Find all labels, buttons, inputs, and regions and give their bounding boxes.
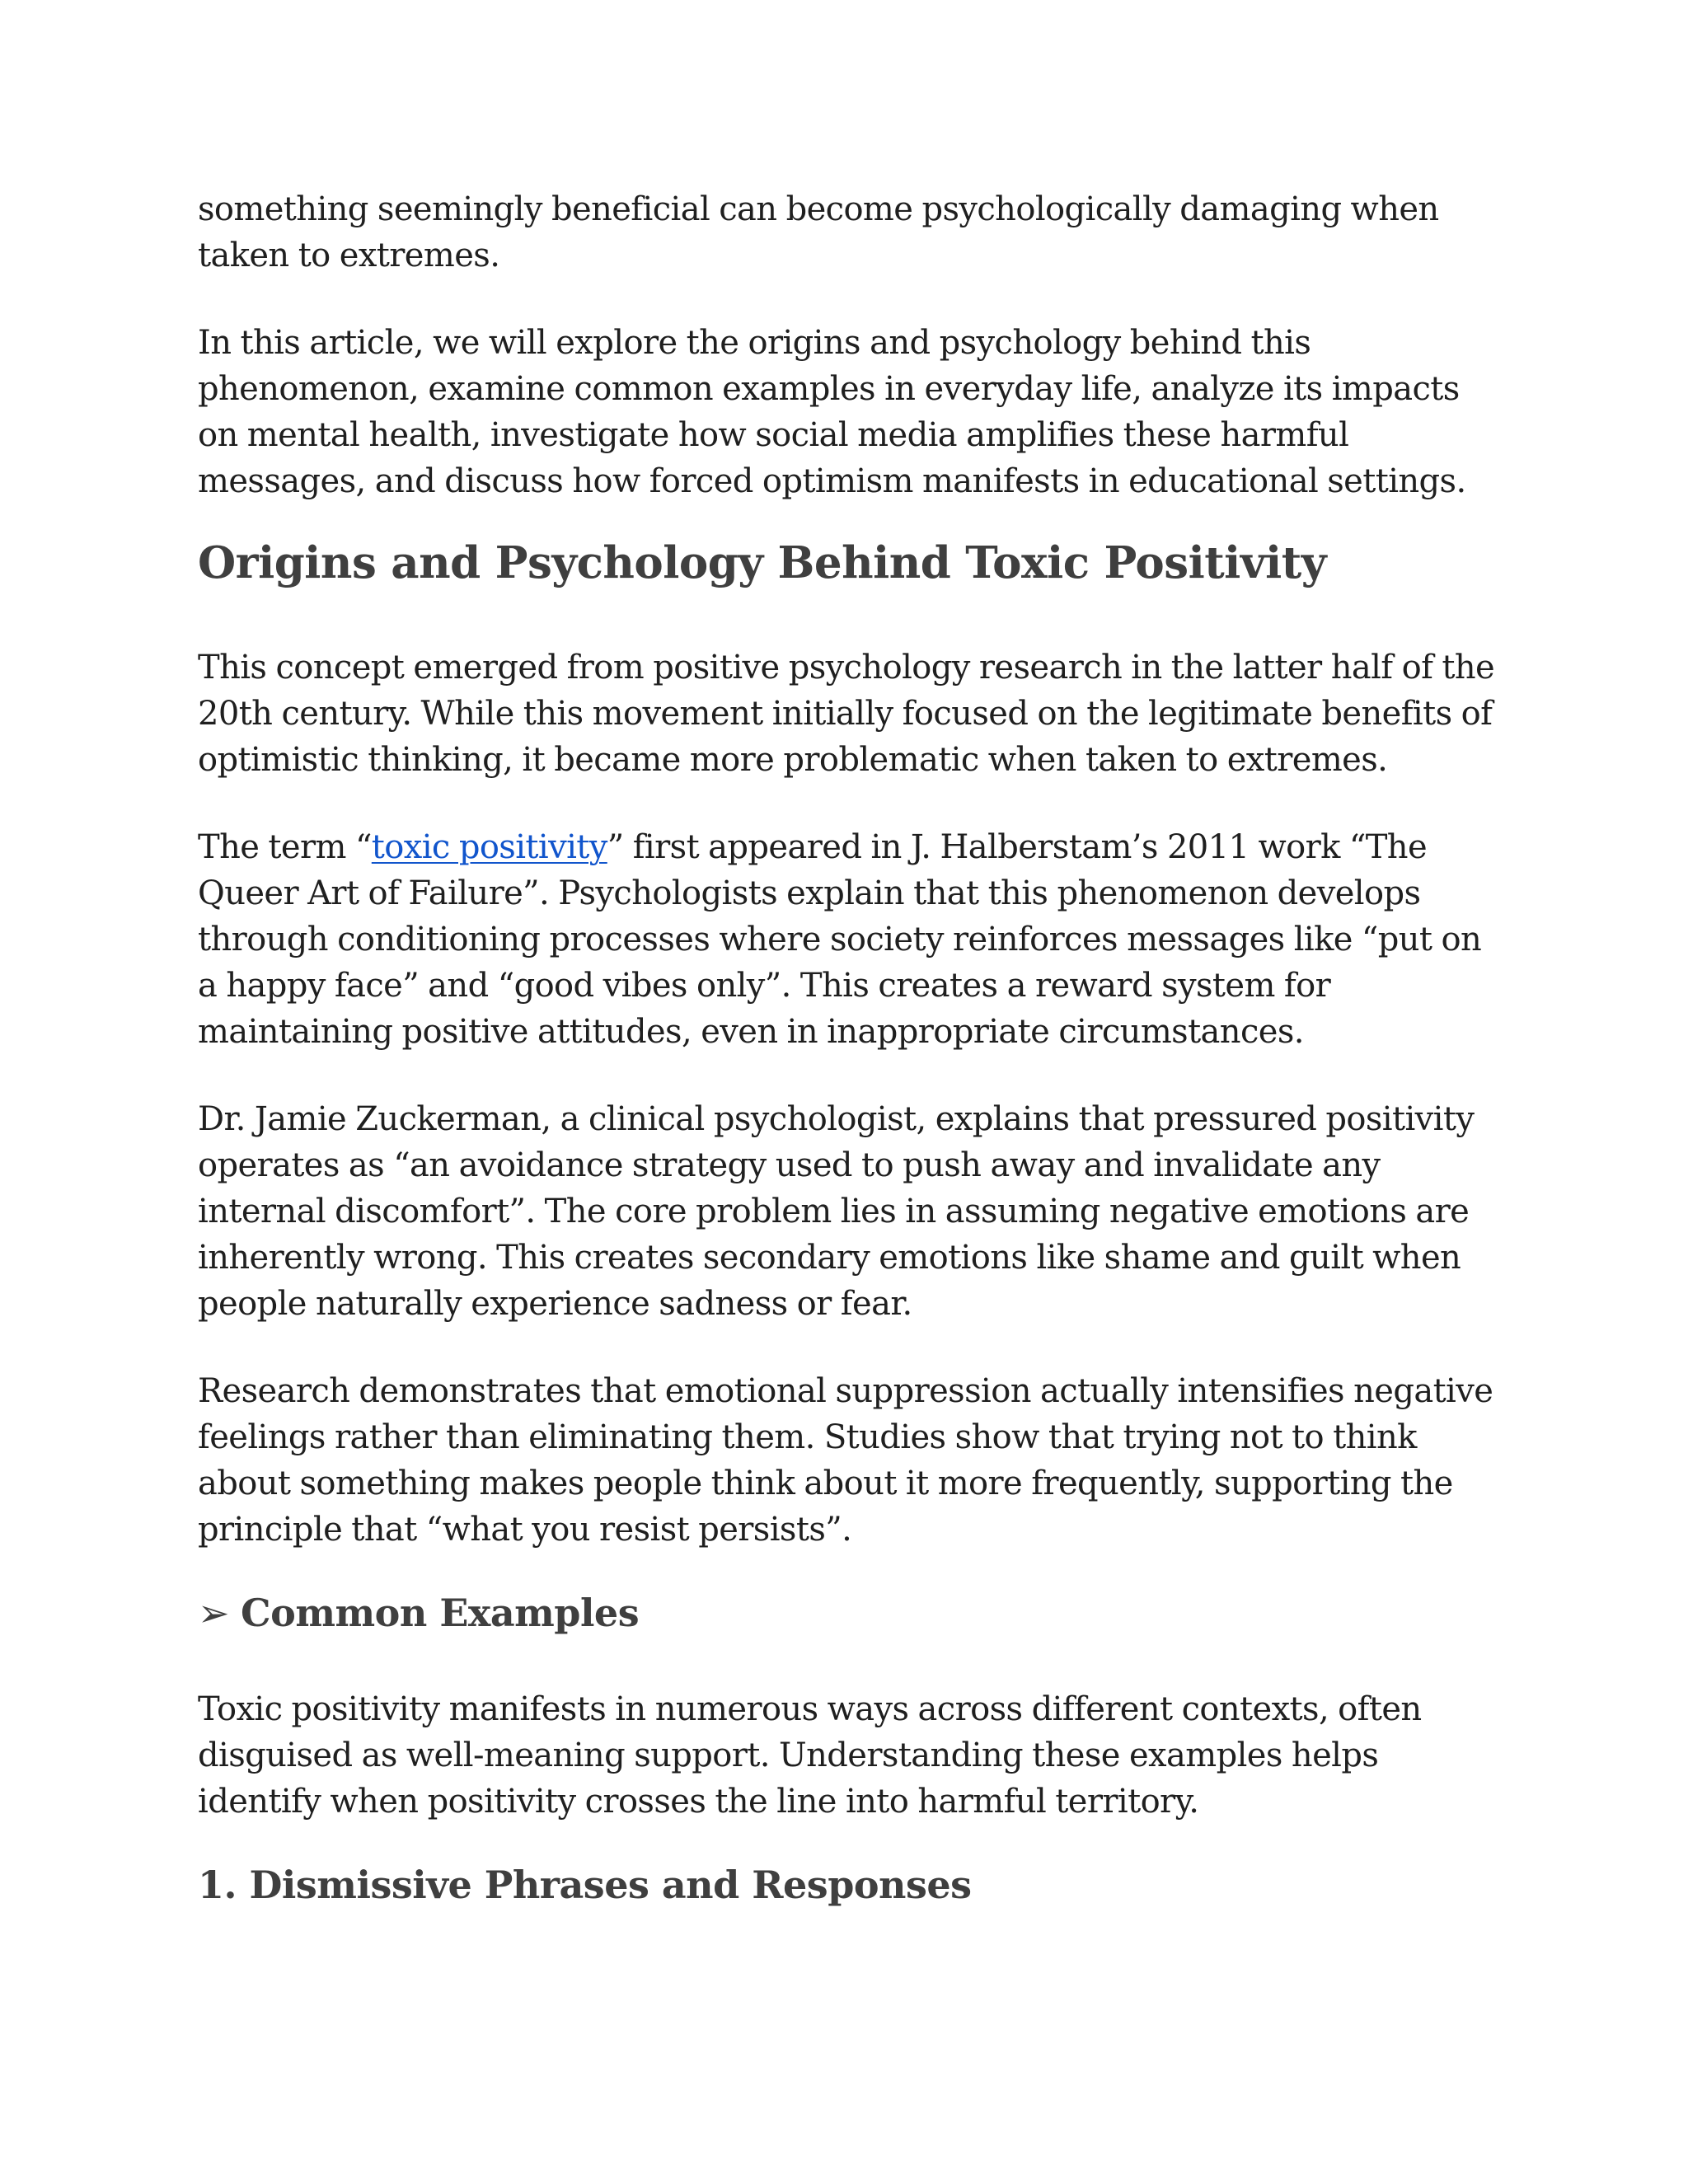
document-page xyxy=(198,186,1496,1958)
paragraph-origins-1: This concept emerged from positive psychology research in the latter half of the 20th century. While this movement initially focused on the legitimate benefits of optimistic thinking, it became more problematic when taken to extremes. xyxy=(198,649,1495,779)
heading-origins: Origins and Psychology Behind Toxic Positivity xyxy=(198,537,1327,588)
heading-common-examples-label: Common Examples xyxy=(241,1591,640,1635)
paragraph-intro-end: something seemingly beneficial can become psychologically damaging when taken to extremes. xyxy=(198,190,1439,274)
paragraph-examples-intro: Toxic positivity manifests in numerous ways across different contexts, often disguised as well-meaning support. Understanding these examples helps identify when positivity crosses the line into harmful territory. xyxy=(198,1690,1422,1821)
arrowhead-icon: ➢ xyxy=(198,1591,230,1635)
toxic-positivity-link[interactable]: toxic positivity xyxy=(371,828,607,866)
heading-dismissive-phrases: 1. Dismissive Phrases and Responses xyxy=(198,1863,972,1907)
paragraph-origins-2 xyxy=(198,824,1496,1055)
paragraph-origins-2-rest: ” first appeared in J. Halberstam’s 2011 work “The Queer Art of Failure”. Psychologists explain that this phenomenon develops through conditioning processes where society reinforces messages like “put on a happy face” and “good vibes only”. This creates a reward system for maintaining positive attitudes, even in inappropriate circumstances. xyxy=(198,828,1482,1051)
paragraph-origins-4: Research demonstrates that emotional suppression actually intensifies negative feelings rather than eliminating them. Studies show that trying not to think about something makes people think about it more frequently, supporting the principle that “what you resist persists”. xyxy=(198,1372,1493,1549)
paragraph-article-overview: In this article, we will explore the origins and psychology behind this phenomenon, examine common examples in everyday life, analyze its impacts on mental health, investigate how social media amplifies these harmful messages, and discuss how forced optimism manifests in educational settings. xyxy=(198,324,1466,500)
paragraph-origins-3: Dr. Jamie Zuckerman, a clinical psychologist, explains that pressured positivity operates as “an avoidance strategy used to push away and invalidate any internal discomfort”. The core problem lies in assuming negative emotions are inherently wrong. This creates secondary emotions like shame and guilt when people naturally experience sadness or fear. xyxy=(198,1100,1475,1323)
heading-common-examples xyxy=(198,1587,1496,1638)
paragraph-origins-2-start: The term “ xyxy=(198,828,372,866)
